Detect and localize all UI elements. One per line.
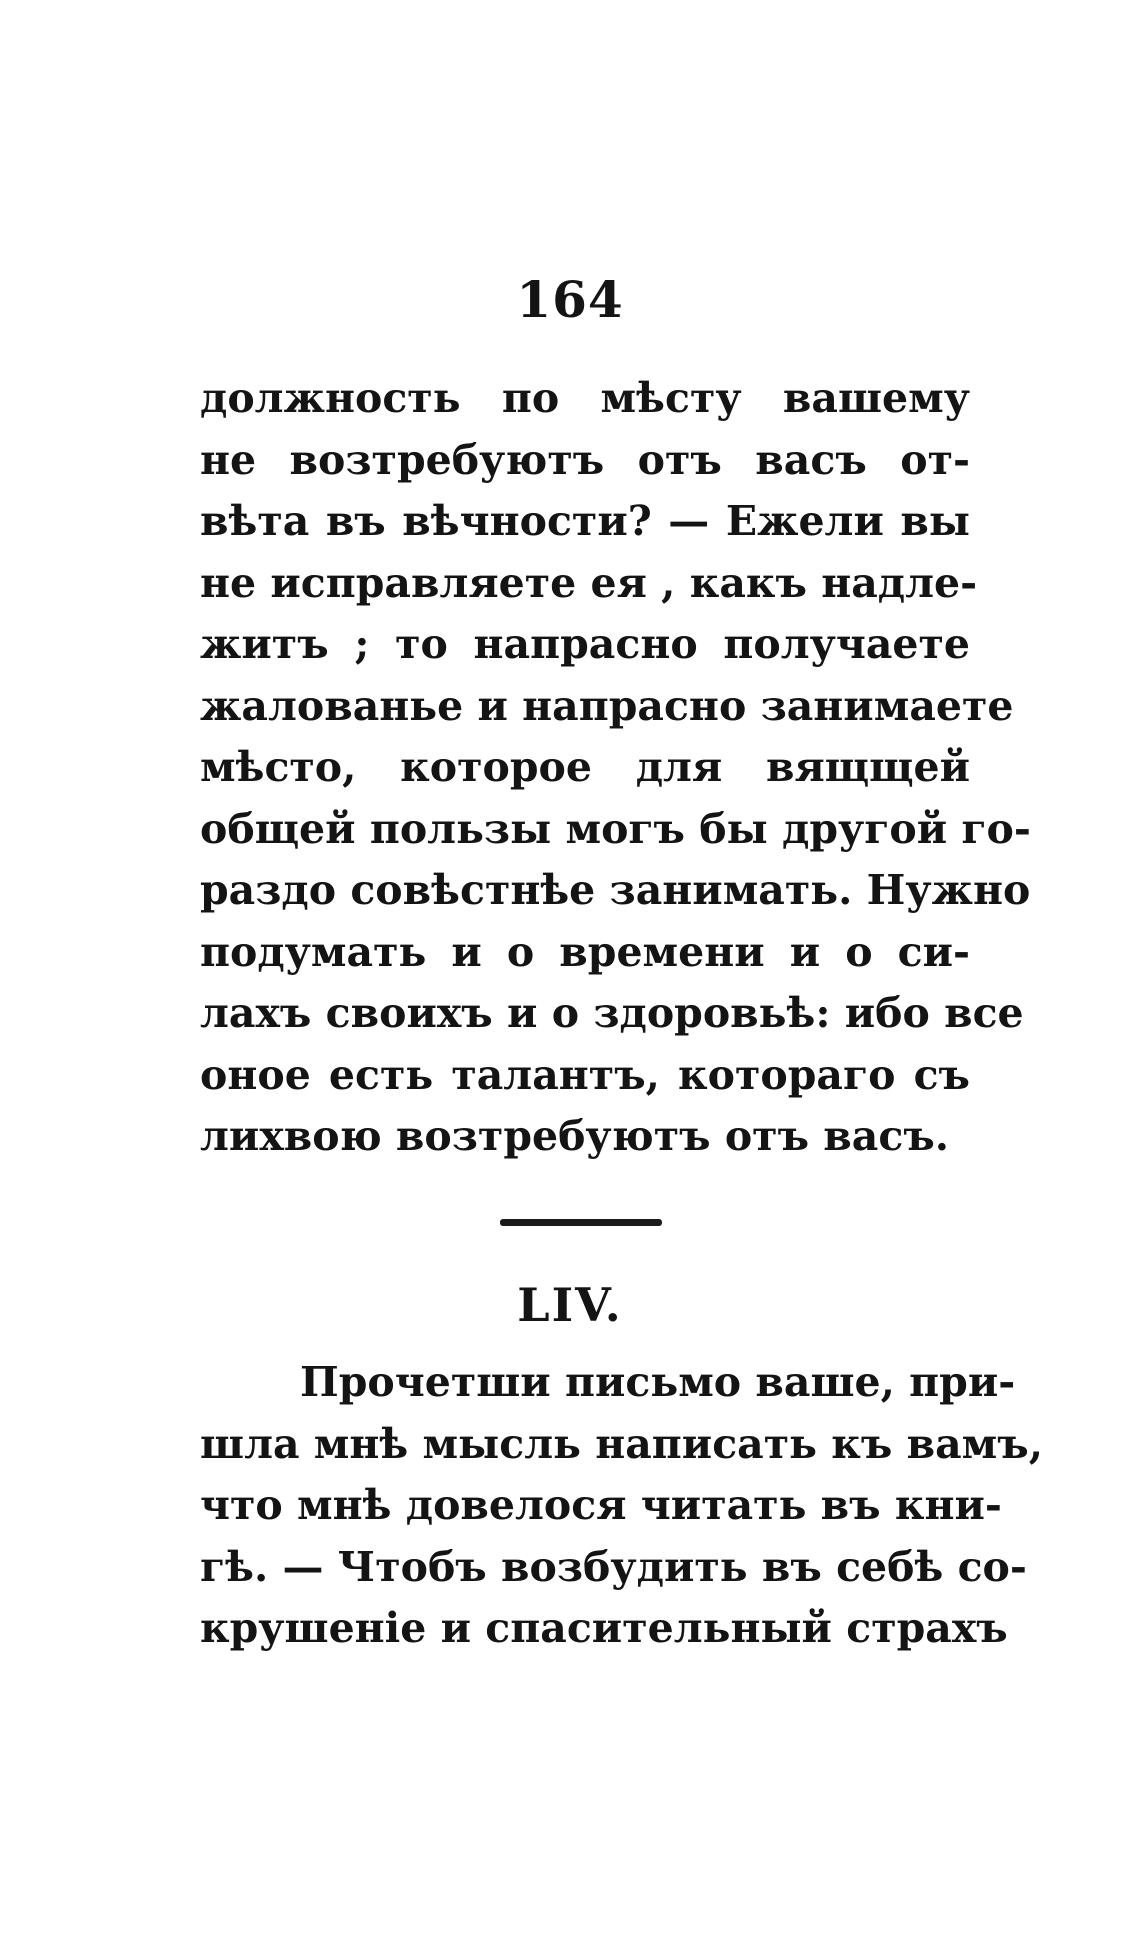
text-line: раздо совѣстнѣе занимать. Нужно — [200, 866, 1031, 914]
text-line: оное есть талантъ, котораго съ — [200, 1050, 970, 1099]
text-line: не исправляете ея , какъ надле- — [200, 558, 978, 607]
text-line: не возтребуютъ отъ васъ от- — [200, 435, 970, 484]
page-number: 164 — [516, 270, 624, 329]
text-line: мѣсто, которое для вящщей — [200, 743, 970, 791]
text-line: лихвою возтребуютъ отъ васъ. — [200, 1112, 950, 1160]
text-line: общей пользы могъ бы другой го- — [200, 804, 1031, 853]
text-line: должность по мѣсту вашему — [200, 374, 970, 422]
text-line: лахъ своихъ и о здоровьѣ: ибо все — [200, 989, 1024, 1037]
text-line: Прочетши письмо ваше, при- — [300, 1358, 1016, 1406]
paragraph-continued — [200, 368, 1031, 1168]
text-line: крушеніе и спасительный страхъ — [200, 1604, 1008, 1652]
text-line: подумать и о времени и о си- — [200, 927, 970, 976]
text-line: что мнѣ довелося читать въ кни- — [200, 1481, 1002, 1529]
text-line: гѣ. — Чтобъ возбудить въ себѣ со- — [200, 1542, 1027, 1591]
text-line: шла мнѣ мысль написать къ вамъ, — [200, 1419, 1043, 1468]
section-divider — [500, 1219, 662, 1226]
paragraph-new-section — [200, 1352, 1043, 1660]
text-line: житъ ; то напрасно получаете — [200, 620, 970, 668]
text-line: жалованье и напрасно занимаете — [200, 681, 1014, 730]
text-line: вѣта въ вѣчности? — Ежели вы — [200, 497, 970, 545]
section-heading: LIV. — [517, 1278, 623, 1332]
